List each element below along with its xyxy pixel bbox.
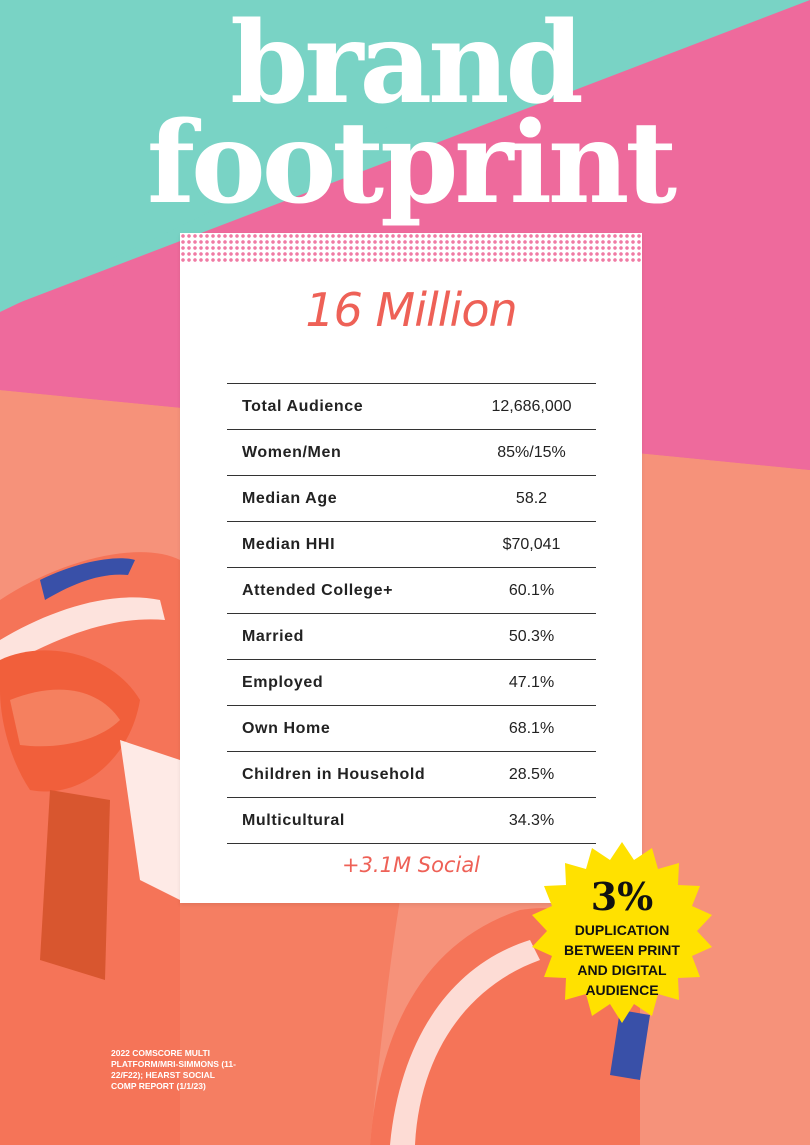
stat-label: Total Audience [242,397,364,415]
stat-value: 60.1% [508,581,555,599]
stats-row-own-home [227,706,596,752]
stats-card [180,233,642,903]
stats-row-total-audience [227,384,596,430]
stat-label: Married [242,627,304,645]
badge-description: DUPLICATION BETWEEN PRINT AND DIGITAL AUDIENCE [564,922,680,998]
stat-label: Women/Men [242,443,342,461]
stat-value: $70,041 [502,535,561,553]
stat-label: Employed [242,673,324,691]
stats-row-median-age [227,476,596,522]
stat-label: Multicultural [242,811,345,829]
stat-label: Median HHI [242,535,336,553]
social-audience-note: +3.1M Social [341,853,481,877]
stat-value: 50.3% [508,627,555,645]
stat-value: 47.1% [508,673,555,691]
stats-table [227,383,596,844]
stat-label: Own Home [242,719,331,737]
title-line-1: brand [230,0,580,129]
stats-row-children-in-household [227,752,596,798]
stat-label: Children in Household [242,765,426,783]
stat-value: 68.1% [508,719,555,737]
stat-value: 85%/15% [497,443,566,461]
stats-row-multicultural [227,798,596,844]
stats-row-married [227,614,596,660]
source-footnote: 2022 COMSCORE MULTI PLATFORM/MRI-SIMMONS (11-22/F22); HEARST SOCIAL COMP REPORT (1/1/23) [111,1048,236,1091]
stats-row-median-hhi [227,522,596,568]
stats-row-women-men [227,430,596,476]
stat-value: 12,686,000 [491,397,572,415]
stats-row-attended-college [227,568,596,614]
dot-pattern-band [180,233,642,263]
stats-row-employed [227,660,596,706]
stat-label: Attended College+ [242,581,394,599]
duplication-badge [522,840,722,1030]
stat-label: Median Age [242,489,338,507]
title-line-2: footprint [146,98,674,229]
badge-percent: 3% [590,874,654,919]
page-title [0,0,810,229]
audience-headline: 16 Million [305,283,517,337]
stat-value: 58.2 [515,489,548,507]
stat-value: 28.5% [508,765,555,783]
stat-value: 34.3% [508,811,555,829]
